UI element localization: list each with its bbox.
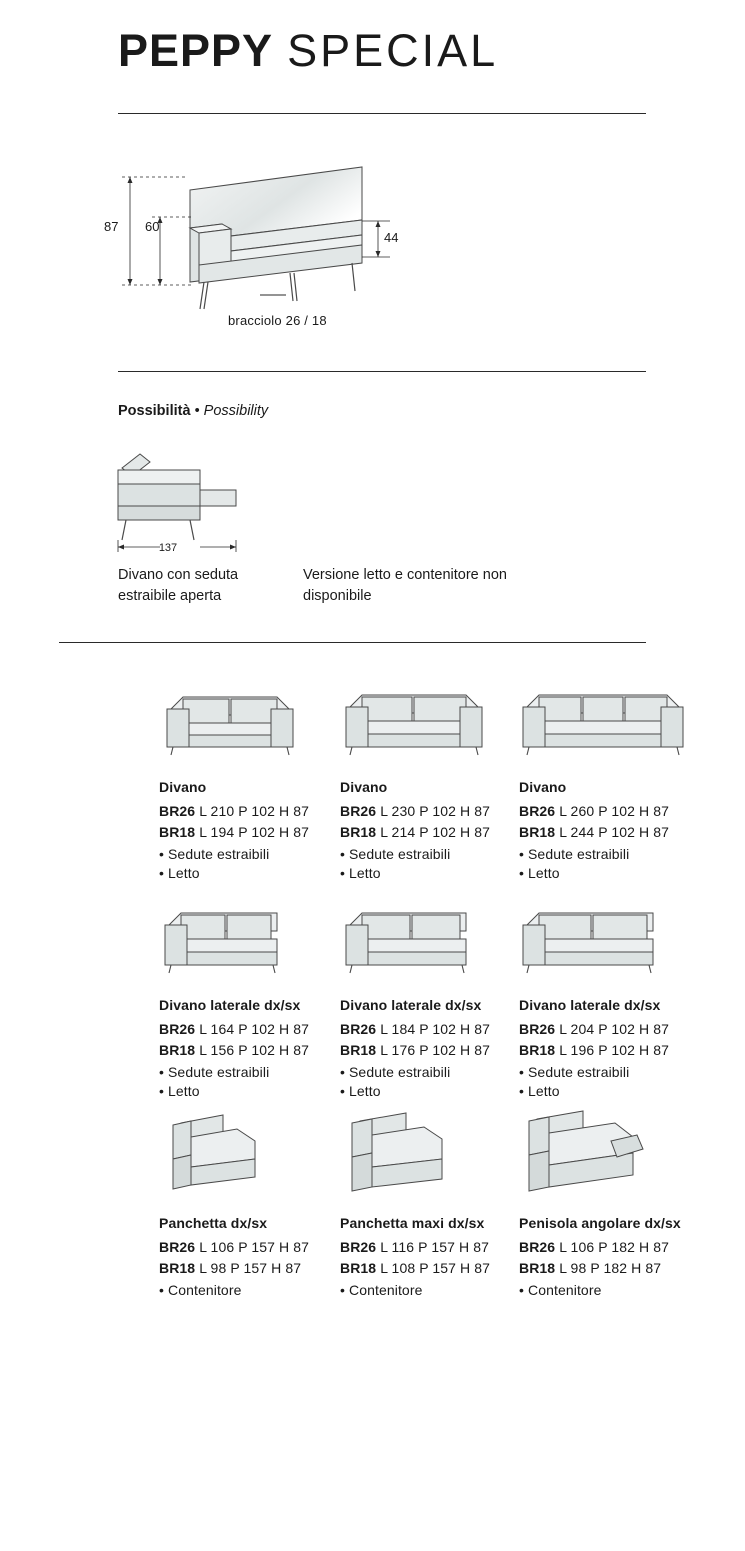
- product-features: [159, 1064, 339, 1099]
- page-title-light: SPECIAL: [287, 25, 499, 76]
- product-dimension-br18: BR18 L 108 P 157 H 87: [340, 1260, 491, 1276]
- sofa-technical-svg: [100, 145, 530, 335]
- product-features: [519, 846, 699, 881]
- product-dimension-br26: BR26 L 230 P 102 H 87: [340, 803, 491, 819]
- product-name: Panchetta maxi dx/sx: [340, 1215, 485, 1231]
- product-dimension-br18: BR18 L 194 P 102 H 87: [159, 824, 310, 840]
- dimension-height-seat: 44: [384, 230, 399, 245]
- page-title-bold: PEPPY: [118, 25, 274, 76]
- product-feature: • Sedute estraibili: [340, 1064, 451, 1080]
- possibility-drawing: [100, 440, 360, 560]
- product-dimension-br26: BR26 L 164 P 102 H 87: [159, 1021, 310, 1037]
- product-card[interactable]: [159, 893, 339, 1099]
- chaise-longue-maxi-icon: [340, 1111, 520, 1201]
- product-feature: • Contenitore: [519, 1282, 602, 1298]
- divider-top: [118, 113, 646, 114]
- product-name: Divano laterale dx/sx: [519, 997, 661, 1013]
- divider-bottom: [59, 642, 646, 643]
- product-features: [519, 1282, 699, 1298]
- arm-dimension-label: bracciolo 26 / 18: [228, 313, 327, 328]
- product-dimension-br18: BR18 L 196 P 102 H 87: [519, 1042, 670, 1058]
- product-card[interactable]: [519, 893, 699, 1099]
- sofa-side-medium-icon: [340, 893, 520, 983]
- sofa-side-small-icon: [159, 893, 339, 983]
- possibility-note-left: Divano con seduta estraibile aperta: [118, 567, 239, 605]
- product-feature: • Sedute estraibili: [159, 1064, 270, 1080]
- product-features: [159, 1282, 339, 1298]
- sofa-extended-seat-svg: [100, 440, 360, 560]
- product-feature: • Contenitore: [340, 1282, 423, 1298]
- product-dimension-br26: BR26 L 116 P 157 H 87: [340, 1239, 489, 1255]
- product-row-3: [0, 1111, 745, 1329]
- chaise-longue-icon: [159, 1111, 339, 1201]
- product-name: Divano laterale dx/sx: [159, 997, 301, 1013]
- dimension-height-total: 87: [104, 219, 119, 234]
- product-dimension-br26: BR26 L 106 P 157 H 87: [159, 1239, 310, 1255]
- product-card[interactable]: [519, 1111, 699, 1298]
- product-name: Divano: [340, 779, 388, 795]
- product-feature: • Letto: [340, 1083, 381, 1099]
- product-name: Penisola angolare dx/sx: [519, 1215, 681, 1231]
- product-features: [519, 1064, 699, 1099]
- product-card[interactable]: [159, 1111, 339, 1298]
- sofa-2seat-wide-icon: [340, 675, 520, 765]
- product-feature: • Letto: [519, 1083, 560, 1099]
- product-feature: • Sedute estraibili: [519, 1064, 630, 1080]
- product-dimension-br18: BR18 L 98 P 157 H 87: [159, 1260, 302, 1276]
- product-dimension-br18: BR18 L 244 P 102 H 87: [519, 824, 670, 840]
- product-row-2: [0, 893, 745, 1111]
- product-name: Divano laterale dx/sx: [340, 997, 482, 1013]
- sofa-side-large-icon: [519, 893, 699, 983]
- possibility-dimension-137: 137: [158, 542, 178, 554]
- technical-drawing: [100, 145, 530, 335]
- product-dimension-br26: BR26 L 106 P 182 H 87: [519, 1239, 670, 1255]
- product-feature: • Sedute estraibili: [519, 846, 630, 862]
- product-card[interactable]: [159, 675, 339, 881]
- product-features: [340, 846, 520, 881]
- possibility-label-en: Possibility: [203, 403, 269, 419]
- product-features: [159, 846, 339, 881]
- sofa-3seat-icon: [519, 675, 699, 765]
- corner-peninsula-icon: [519, 1111, 699, 1201]
- product-feature: • Letto: [159, 1083, 200, 1099]
- product-card[interactable]: [519, 675, 699, 881]
- dimension-height-back: 60: [145, 219, 160, 234]
- product-feature: • Sedute estraibili: [159, 846, 270, 862]
- divider-middle: [118, 371, 646, 372]
- product-feature: • Letto: [159, 865, 200, 881]
- product-feature: • Letto: [340, 865, 381, 881]
- product-dimension-br18: BR18 L 98 P 182 H 87: [519, 1260, 662, 1276]
- product-dimension-br26: BR26 L 210 P 102 H 87: [159, 803, 310, 819]
- product-dimension-br26: BR26 L 204 P 102 H 87: [519, 1021, 670, 1037]
- product-dimension-br26: BR26 L 260 P 102 H 87: [519, 803, 670, 819]
- product-name: Panchetta dx/sx: [159, 1215, 268, 1231]
- product-feature: • Letto: [519, 865, 560, 881]
- product-card[interactable]: [340, 675, 520, 881]
- product-card[interactable]: [340, 1111, 520, 1298]
- product-dimension-br18: BR18 L 156 P 102 H 87: [159, 1042, 310, 1058]
- page-title: [118, 25, 499, 76]
- product-grid: [0, 675, 745, 1329]
- product-dimension-br26: BR26 L 184 P 102 H 87: [340, 1021, 491, 1037]
- product-dimension-br18: BR18 L 214 P 102 H 87: [340, 824, 491, 840]
- possibility-separator: •: [194, 403, 200, 419]
- product-features: [340, 1064, 520, 1099]
- possibility-label-it: Possibilità: [118, 403, 191, 419]
- product-name: Divano: [159, 779, 207, 795]
- product-features: [340, 1282, 520, 1298]
- product-feature: • Sedute estraibili: [340, 846, 451, 862]
- product-dimension-br18: BR18 L 176 P 102 H 87: [340, 1042, 491, 1058]
- possibility-note-right: Versione letto e contenitore non disponibile: [303, 567, 507, 605]
- sofa-2seat-icon: [159, 675, 339, 765]
- product-row-1: [0, 675, 745, 893]
- possibility-heading: [118, 403, 268, 419]
- product-feature: • Contenitore: [159, 1282, 242, 1298]
- product-card[interactable]: [340, 893, 520, 1099]
- product-name: Divano: [519, 779, 567, 795]
